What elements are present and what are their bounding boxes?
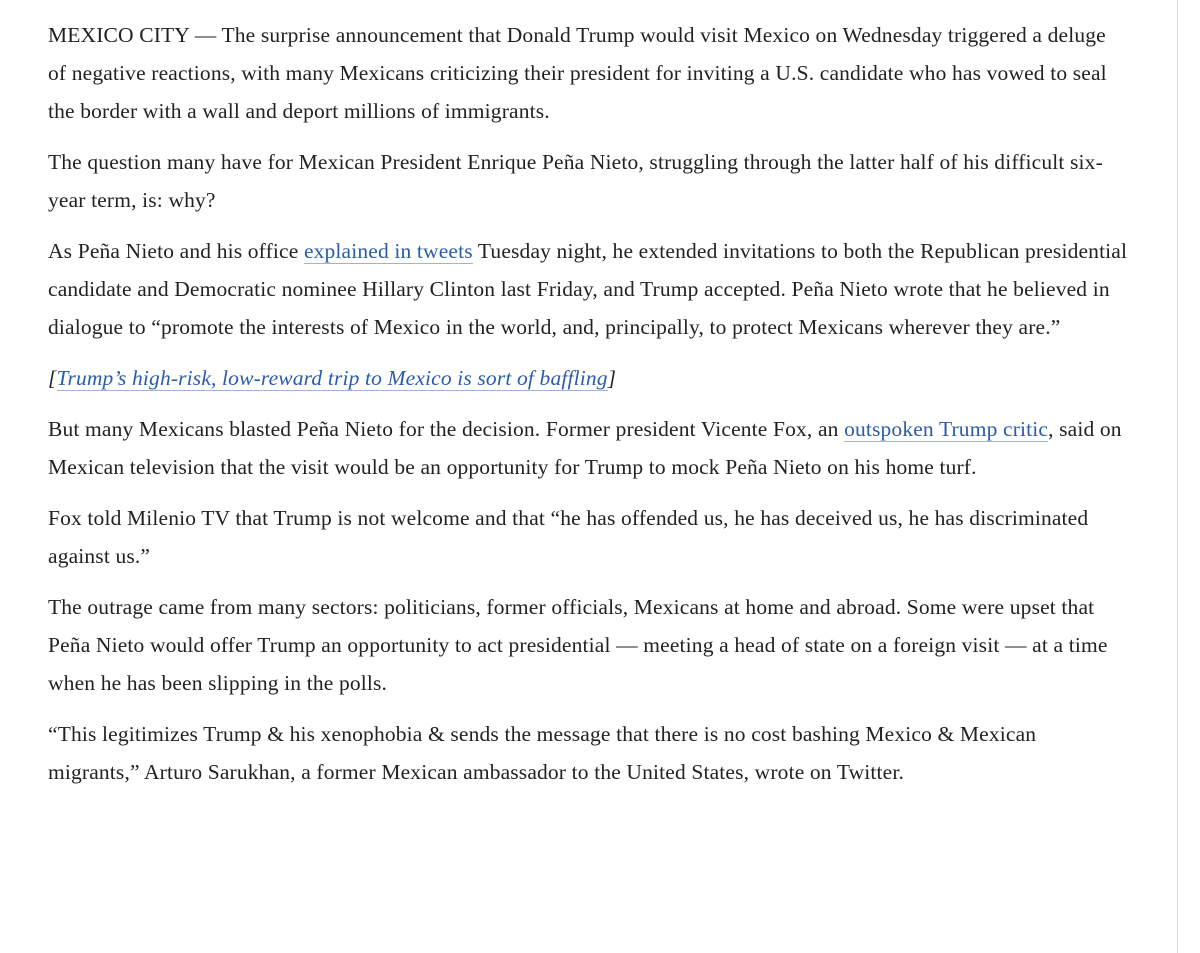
paragraph-lede: MEXICO CITY — The surprise announcement that Donald Trump would visit Mexico on Wednesday triggered a deluge of negative reactions, with many Mexicans criticizing their president for inviting a U.S. candidate who has vowed to seal the border with a wall and deport millions of immigrants. [48,23,1107,123]
paragraph-fox-criticism [48,410,1128,486]
related-bracket-close: ] [607,366,617,390]
explained-in-tweets-link[interactable]: explained in tweets [303,239,473,263]
related-article [48,359,1128,397]
paragraph-sarukhan-quote: “This legitimizes Trump & his xenophobia & sends the message that there is no cost bashing Mexico & Mexican migrants,” Arturo Sarukhan, a former Mexican ambassador to the United States, wrote on Twitter. [48,722,1037,784]
page-edge-divider [1177,0,1178,953]
paragraph-question: The question many have for Mexican President Enrique Peña Nieto, struggling through the latter half of his difficult six-year term, is: why? [48,150,1103,212]
paragraph-invitations [48,232,1128,346]
paragraph-fox-quote: Fox told Milenio TV that Trump is not welcome and that “he has offended us, he has deceived us, he has discriminated against us.” [48,506,1089,568]
paragraph-fox-text-1: But many Mexicans blasted Peña Nieto for the decision. Former president Vicente Fox, an [48,417,845,441]
paragraph-outrage: The outrage came from many sectors: politicians, former officials, Mexicans at home and abroad. Some were upset that Peña Nieto would offer Trump an opportunity to act presidential — meeting a head of state on a foreign visit — at a time when he has been slipping in the polls. [48,595,1108,695]
paragraph-invitations-text-2: Tuesday night, he extended invitations to both the Republican presidential candidate and Democratic nominee Hillary Clinton last Friday, and Trump accepted. Peña Nieto wrote that he believed in dialogue to “promote the interests of Mexico in the world, and, principally, to protect Mexicans wherever they are.” [48,239,1128,339]
related-article-link[interactable]: Trump’s high-risk, low-reward trip to Mexico is sort of baffling [56,366,608,390]
paragraph-fox-text-2: , said on Mexican television that the visit would be an opportunity for Trump to mock Peña Nieto on his home turf. [48,417,1122,479]
related-bracket-open: [ [48,366,57,390]
paragraph-invitations-text-1: As Peña Nieto and his office [48,239,304,263]
article-body [48,16,1128,804]
outspoken-trump-critic-link[interactable]: outspoken Trump critic [844,417,1049,441]
